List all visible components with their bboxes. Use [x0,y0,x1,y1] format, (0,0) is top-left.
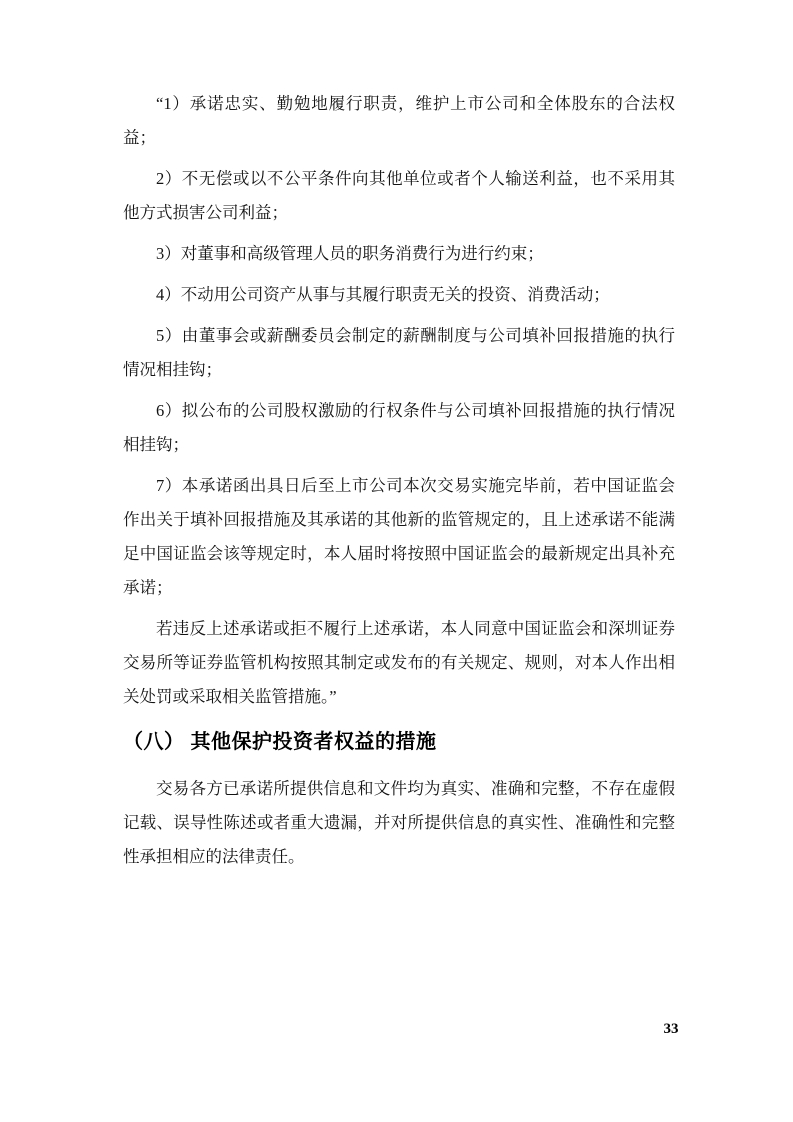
section-heading: （八） 其他保护投资者权益的措施 [123,731,437,753]
quoted-commitment-closing: 若违反上述承诺或拒不履行上述承诺，本人同意中国证监会和深圳证券交易所等证券监管机构按照其制定或发布的有关规定、规则，对本人作出相关处罚或采取相关监管措施。” [123,619,675,706]
document-body [123,87,675,881]
quoted-commitment-item-1: “1）承诺忠实、勤勉地履行职责，维护上市公司和全体股东的合法权益； [123,94,675,147]
quoted-commitment-item-2: 2）不无偿或以不公平条件向其他单位或者个人输送利益，也不采用其他方式损害公司利益； [123,169,675,222]
quoted-commitment-item-4: 4）不动用公司资产从事与其履行职责无关的投资、消费活动； [156,285,610,304]
page-number: 33 [663,1021,679,1037]
quoted-commitment-item-3: 3）对董事和高级管理人员的职务消费行为进行约束； [156,244,544,263]
quoted-commitment-item-7: 7）本承诺函出具日后至上市公司本次交易实施完毕前，若中国证监会作出关于填补回报措施及其承诺的其他新的监管规定的，且上述承诺不能满足中国证监会该等规定时，本人届时将按照中国证监会的最新规定出具补充承诺； [123,476,675,597]
quoted-commitment-item-6: 6）拟公布的公司股权激励的行权条件与公司填补回报措施的执行情况相挂钩； [123,401,675,454]
closing-paragraph: 交易各方已承诺所提供信息和文件均为真实、准确和完整，不存在虚假记载、误导性陈述或者重大遗漏，并对所提供信息的真实性、准确性和完整性承担相应的法律责任。 [123,779,675,866]
quoted-commitment-item-5: 5）由董事会或薪酬委员会制定的薪酬制度与公司填补回报措施的执行情况相挂钩； [123,326,675,379]
